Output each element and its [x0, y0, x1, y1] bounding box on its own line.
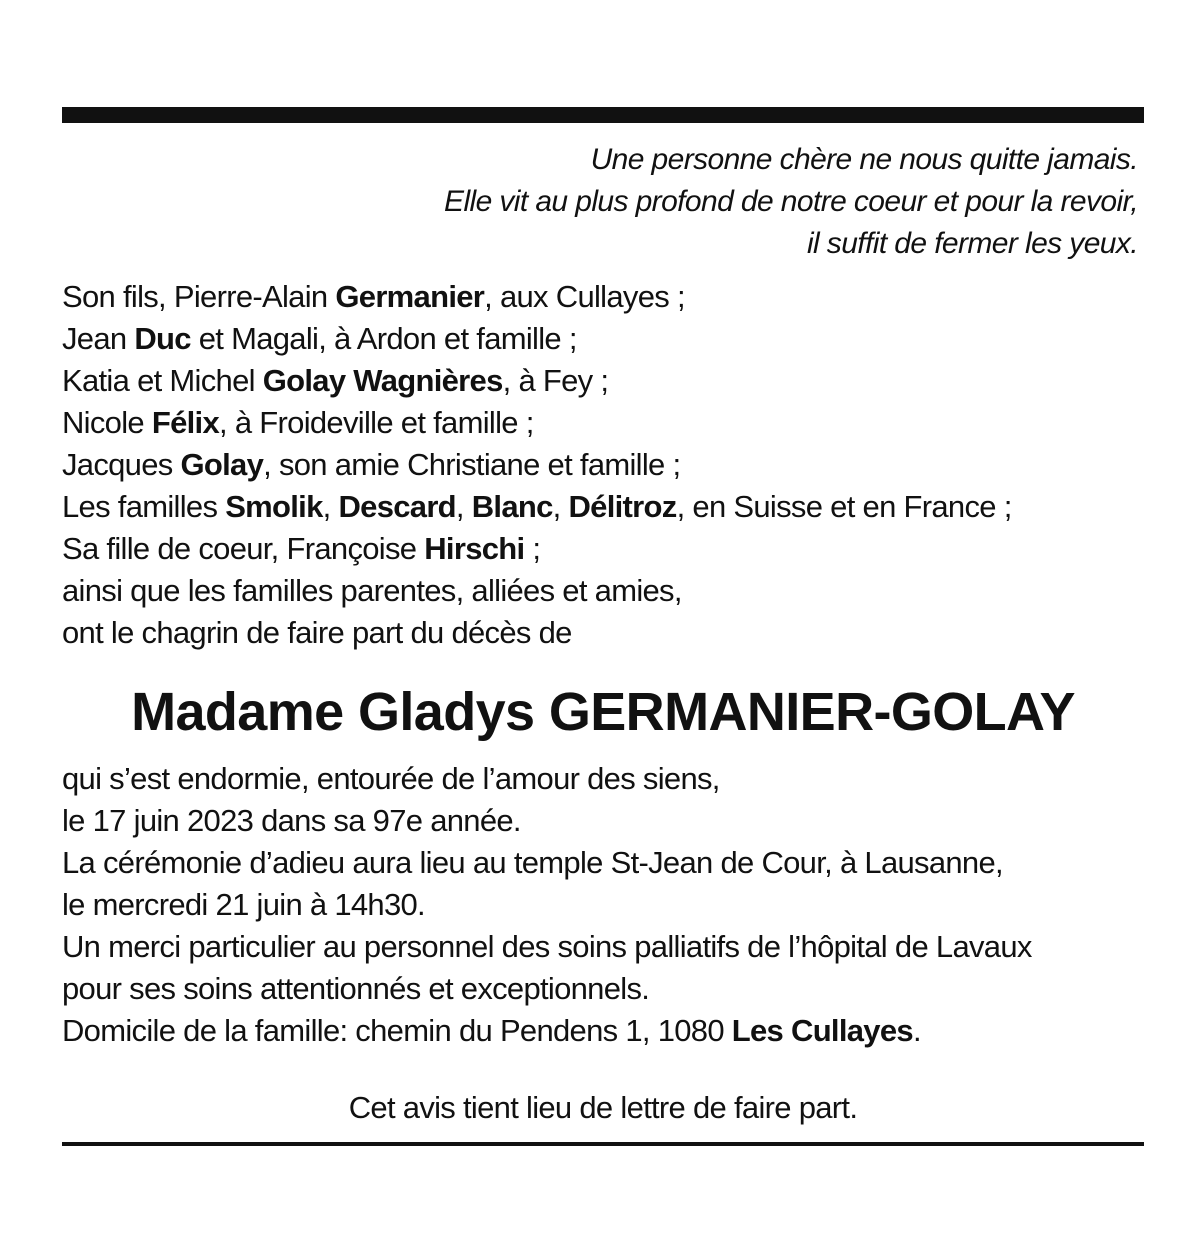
- deceased-name: Madame Gladys GERMANIER-GOLAY: [131, 682, 1075, 742]
- family-line: Sa fille de coeur, Françoise Hirschi ;: [62, 531, 541, 566]
- details-line: La cérémonie d’adieu aura lieu au temple St-Jean de Cour, à Lausanne,: [62, 845, 1003, 880]
- family-line: Les familles Smolik, Descard, Blanc, Délitroz, en Suisse et en France ;: [62, 489, 1012, 524]
- family-surname: Hirschi: [424, 531, 525, 566]
- details-line: Un merci particulier au personnel des soins palliatifs de l’hôpital de Lavaux: [62, 929, 1032, 964]
- family-surname: Golay: [180, 447, 264, 482]
- details-line: qui s’est endormie, entourée de l’amour des siens,: [62, 761, 720, 796]
- bottom-rule: [62, 1142, 1144, 1146]
- details-line: le mercredi 21 juin à 14h30.: [62, 887, 425, 922]
- family-address-line: Domicile de la famille: chemin du Pendens 1, 1080 Les Cullayes.: [62, 1013, 921, 1048]
- family-line: Jacques Golay, son amie Christiane et famille ;: [62, 447, 681, 482]
- footer-note: Cet avis tient lieu de lettre de faire part.: [348, 1090, 858, 1125]
- family-line: Jean Duc et Magali, à Ardon et famille ;: [62, 321, 577, 356]
- death-details: [62, 758, 1144, 1052]
- quote-line: Elle vit au plus profond de notre coeur et pour la revoir,: [444, 185, 1138, 218]
- epigraph-quote: [62, 139, 1144, 265]
- family-line: Katia et Michel Golay Wagnières, à Fey ;: [62, 363, 609, 398]
- family-line: ont le chagrin de faire part du décès de: [62, 615, 572, 650]
- family-surname: Smolik: [225, 489, 323, 524]
- family-surname: Délitroz: [568, 489, 677, 524]
- address-locality: Les Cullayes: [731, 1013, 913, 1048]
- family-surname: Blanc: [471, 489, 553, 524]
- obituary-notice: [62, 107, 1144, 1052]
- top-rule: [62, 107, 1144, 123]
- family-line: Son fils, Pierre-Alain Germanier, aux Cullayes ;: [62, 279, 685, 314]
- quote-line: il suffit de fermer les yeux.: [806, 227, 1138, 260]
- details-line: pour ses soins attentionnés et exceptionnels.: [62, 971, 650, 1006]
- family-surname: Félix: [151, 405, 220, 440]
- family-line: Nicole Félix, à Froideville et famille ;: [62, 405, 534, 440]
- family-surname: Golay Wagnières: [262, 363, 503, 398]
- family-line: ainsi que les familles parentes, alliées et amies,: [62, 573, 682, 608]
- details-line: le 17 juin 2023 dans sa 97e année.: [62, 803, 521, 838]
- family-surname: Duc: [134, 321, 191, 356]
- family-list: [62, 276, 1144, 654]
- quote-line: Une personne chère ne nous quitte jamais.: [590, 143, 1138, 176]
- family-surname: Germanier: [335, 279, 485, 314]
- family-surname: Descard: [338, 489, 456, 524]
